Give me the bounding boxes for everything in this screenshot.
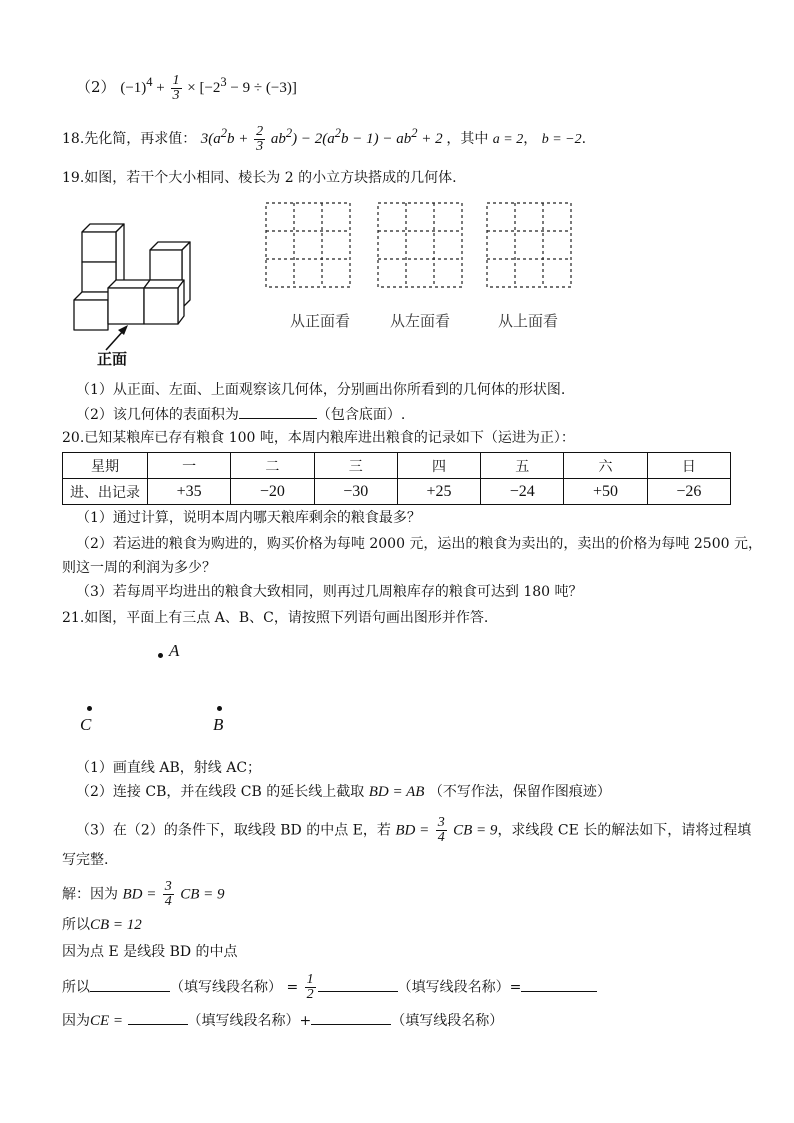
sol2-math: CB = 12 [90,917,142,933]
q18-end: . [581,131,587,147]
view-grids [262,200,582,292]
q19-sub2 [76,404,405,425]
sol5-hint-2: （填写线段名称） [391,1013,504,1029]
q18-cond: ，其中 [446,131,489,147]
q20-sub1: （1）通过计算，说明本周内哪天粮库剩余的粮食最多？ [76,510,421,526]
table-cell: −30 [314,479,397,505]
table-cell: 五 [481,453,564,479]
point-a-label: A [169,641,180,660]
q21-sub3-fraction [436,816,447,845]
q18-sep: ， [523,131,538,147]
q21-sub3-math-b: CB = 9 [453,822,498,839]
answer-blank[interactable] [311,1010,391,1025]
sol4-hint: （填写线段名称） [170,979,282,996]
sol4-label: 所以 [62,979,90,996]
q18-line [62,123,586,154]
q21-sub2 [76,782,611,802]
half-den: 2 [306,987,314,1002]
answer-blank[interactable] [521,977,597,992]
grid-front [266,203,350,287]
record-table [62,452,731,505]
table-cell: +50 [564,479,647,505]
cube-face [150,250,182,280]
sol5-plus: + [299,1013,312,1029]
frac-den: 4 [164,894,172,909]
front-arrow [106,330,124,350]
q18-b: b = −2 [541,132,582,147]
answer-blank[interactable] [239,404,317,419]
answer-blank[interactable] [90,977,170,992]
front-label: 正面 [97,350,128,368]
solution-line-3: 因为点 E 是线段 BD 的中点 [62,944,238,960]
frac-num: 3 [164,879,172,894]
q19-sub2-text: （2）该几何体的表面积为 [76,407,239,423]
point-b-dot [217,706,222,711]
cube-figure [66,222,196,367]
point-a-dot [158,653,163,658]
q18-label: 18.先化简，再求值： [62,131,197,147]
q21-sub3-tail: ，求线段 CE 长的解法如下，请将过程填 [497,822,752,839]
table-cell: 进、出记录 [63,479,148,505]
front-arrow-head [118,325,128,335]
q17-prefix: （2） [76,78,116,96]
q18-a: a = 2 [492,132,524,147]
cube-face [82,232,116,262]
q20-sub2: （2）若运进的粮食为购进的，购买价格为每吨 2000 元，运出的粮食为卖出的，卖出的价格为每吨 2500 元， [76,536,762,552]
q21-sub2-math: BD = AB [368,784,425,800]
sol5-hint: （填写线段名称） [187,1013,300,1029]
frac-den: 4 [437,830,445,845]
point-c-label: C [80,715,92,734]
q21-sub3-text: （3）在（2）的条件下，取线段 BD 的中点 E，若 [76,822,391,839]
solution-line-2 [62,915,142,935]
sol5-math: CE = [90,1013,124,1029]
table-row [63,479,731,505]
view-label-top: 从上面看 [498,312,559,330]
sol-label: 解：因为 [62,886,118,903]
table-cell: +35 [148,479,231,505]
table-cell: +25 [397,479,480,505]
table-header-row [63,453,731,479]
view-label-left: 从左面看 [390,312,451,330]
answer-blank[interactable] [128,1010,188,1025]
solution-line-1 [62,880,225,909]
q21-sub3 [76,816,751,845]
frac-num: 3 [437,815,445,830]
cube-face [144,280,184,288]
sol4-eq: = [286,979,299,996]
q19-text: 19.如图，若干个大小相同、棱长为 2 的小立方块搭成的几何体. [62,170,457,186]
table-cell: 一 [148,453,231,479]
table-cell: −24 [481,479,564,505]
grid-left [378,203,462,287]
table-cell: −20 [231,479,314,505]
point-c-dot [87,706,92,711]
table-cell: 日 [647,453,730,479]
table-cell: 三 [314,453,397,479]
cube-face [108,280,150,288]
table-cell: 二 [231,453,314,479]
table-cell: 四 [397,453,480,479]
cube-face [74,300,108,330]
q17-expression: $(-1)^4$ + $\frac{1}{3}$ × $[-2^3 - 9 \div (-3)]$ [120,73,297,104]
sol-fraction [163,880,174,909]
sol4-fraction [305,973,316,1002]
cube-face [108,288,144,324]
q21-sub3c: 写完整. [62,852,109,868]
sol-math-a: BD = [122,886,157,903]
solution-line-4 [62,973,597,1002]
sol4-eq2: = [509,979,522,996]
q21-text: 21.如图，平面上有三点 A、B、C，请按照下列语句画出图形并作答. [62,610,489,626]
table-cell: 星期 [63,453,148,479]
sol-math-b: CB = 9 [180,886,225,903]
q17-line [76,72,297,103]
q20-sub2b: 则这一周的利润为多少？ [62,560,216,576]
q21-sub2-tail: （不写作法，保留作图痕迹） [428,784,611,800]
view-label-front: 从正面看 [290,312,351,330]
table-cell: 六 [564,453,647,479]
sol4-hint-2: （填写线段名称） [397,979,510,996]
cube-face [144,288,178,324]
q17-fraction: $\frac{1}{3}$ [172,73,180,104]
grid-top [487,203,571,287]
sol2-label: 所以 [62,917,90,933]
q21-sub1: （1）画直线 AB，射线 AC； [76,760,262,776]
answer-blank[interactable] [318,977,398,992]
q18-expression: $3(a^2b$ + $\frac{2}{3}$ $ab^2) - 2(a^2b - 1) - ab^2 + 2$ [200,124,447,155]
half-num: 1 [306,972,314,987]
table-cell: −26 [647,479,730,505]
q19-sub1: （1）从正面、左面、上面观察该几何体，分别画出你所看到的几何体的形状图. [76,382,566,398]
q20-text: 20.已知某粮库已存有粮食 100 吨，本周内粮库进出粮食的记录如下（运进为正）： [62,430,575,446]
cube-face [178,280,184,324]
q21-sub2-text: （2）连接 CB，并在线段 CB 的延长线上截取 [76,784,365,800]
q21-sub3-math-a: BD = [395,822,430,839]
q18-fraction: $\frac{2}{3}$ [256,124,264,155]
q19-sub2-tail: （包含底面）. [316,407,406,423]
point-b-label: B [213,715,224,734]
solution-line-5 [62,1010,503,1031]
q20-sub3: （3）若每周平均进出的粮食大致相同，则再过几周粮库存的粮食可达到 180 吨？ [76,584,583,600]
sol5-label: 因为 [62,1013,90,1029]
